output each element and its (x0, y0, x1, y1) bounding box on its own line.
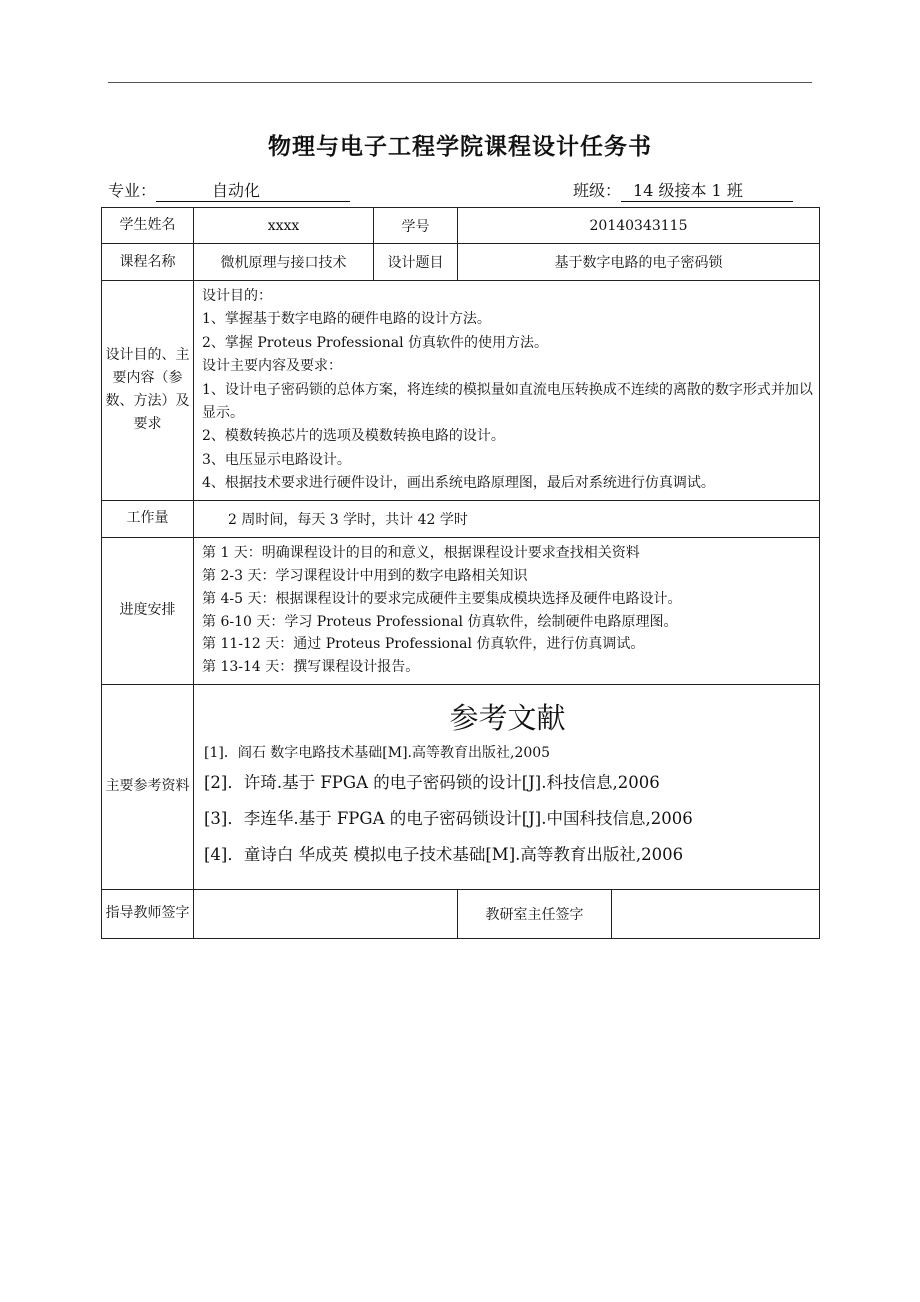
row-references (102, 684, 820, 889)
task-table (101, 207, 820, 939)
goals-line: 4、根据技术要求进行硬件设计，画出系统电路原理图，最后对系统进行仿真调试。 (202, 475, 715, 492)
row-workload (102, 500, 820, 537)
schedule-line: 第 6-10 天：学习 Proteus Professional 仿真软件，绘制硬件电路原理图。 (202, 613, 678, 630)
row-student (102, 208, 820, 244)
schedule-label: 进度安排 (102, 537, 194, 684)
schedule-line: 第 13-14 天：撰写课程设计报告。 (202, 659, 420, 676)
major-field (108, 178, 350, 202)
class-label: 班级： (573, 181, 622, 200)
row-goals (102, 281, 820, 501)
row-course (102, 244, 820, 281)
student-id-value: 20140343115 (458, 208, 820, 244)
topic-value: 基于数字电路的电子密码锁 (458, 244, 820, 281)
advisor-sign-field (194, 889, 458, 938)
references-title: 参考文献 (449, 700, 566, 735)
director-sign-field (612, 889, 820, 938)
advisor-sign-label: 指导教师签字 (102, 889, 194, 938)
goals-line: 1、掌握基于数字电路的硬件电路的设计方法。 (202, 311, 491, 328)
director-sign-label: 教研室主任签字 (458, 889, 612, 938)
reference-item: [1]．阎石 数字电路技术基础[M].高等教育出版社,2005 (204, 744, 551, 761)
meta-row (108, 178, 812, 204)
course-label: 课程名称 (102, 244, 194, 281)
workload-value: 2 周时间，每天 3 学时，共计 42 学时 (194, 500, 820, 537)
goals-line: 1、设计电子密码锁的总体方案，将连续的模拟量如直流电压转换成不连续的离散的数字形式并加以显示。 (202, 381, 813, 422)
major-value: 自动化 (156, 181, 350, 202)
goals-line: 2、掌握 Proteus Professional 仿真软件的使用方法。 (202, 334, 549, 351)
goals-line: 3、电压显示电路设计。 (202, 451, 351, 468)
document-title: 物理与电子工程学院课程设计任务书 (268, 134, 652, 160)
references-content (194, 684, 820, 889)
header-rule (108, 82, 812, 83)
goals-line: 设计目的： (202, 288, 272, 304)
student-name-value: xxxx (194, 208, 374, 244)
course-value: 微机原理与接口技术 (194, 244, 374, 281)
goals-label: 设计目的、主要内容（参数、方法）及要求 (102, 281, 194, 501)
class-value: 14 级接本 1 班 (621, 181, 793, 202)
references-label: 主要参考资料 (102, 684, 194, 889)
major-label: 专业： (108, 181, 157, 200)
goals-line: 2、模数转换芯片的选项及模数转换电路的设计。 (202, 428, 505, 445)
goals-content (194, 281, 820, 501)
reference-item: [4]．童诗白 华成英 模拟电子技术基础[M].高等教育出版社,2006 (204, 844, 684, 864)
class-field (573, 178, 793, 202)
topic-label: 设计题目 (374, 244, 458, 281)
schedule-content (194, 537, 820, 684)
workload-label: 工作量 (102, 500, 194, 537)
schedule-line: 第 11-12 天：通过 Proteus Professional 仿真软件，进行仿真调试。 (202, 636, 645, 653)
goals-line: 设计主要内容及要求： (202, 358, 342, 375)
reference-item: [2]．许琦.基于 FPGA 的电子密码锁的设计[J].科技信息,2006 (204, 772, 660, 792)
row-schedule (102, 537, 820, 684)
student-id-label: 学号 (374, 208, 458, 244)
schedule-line: 第 1 天：明确课程设计的目的和意义，根据课程设计要求查找相关资料 (202, 545, 640, 562)
schedule-line: 第 2-3 天：学习课程设计中用到的数字电路相关知识 (202, 568, 528, 585)
reference-item: [3]．李连华.基于 FPGA 的电子密码锁设计[J].中国科技信息,2006 (204, 808, 693, 828)
schedule-line: 第 4-5 天：根据课程设计的要求完成硬件主要集成模块选择及硬件电路设计。 (202, 590, 682, 607)
row-signatures (102, 889, 820, 938)
student-name-label: 学生姓名 (102, 208, 194, 244)
